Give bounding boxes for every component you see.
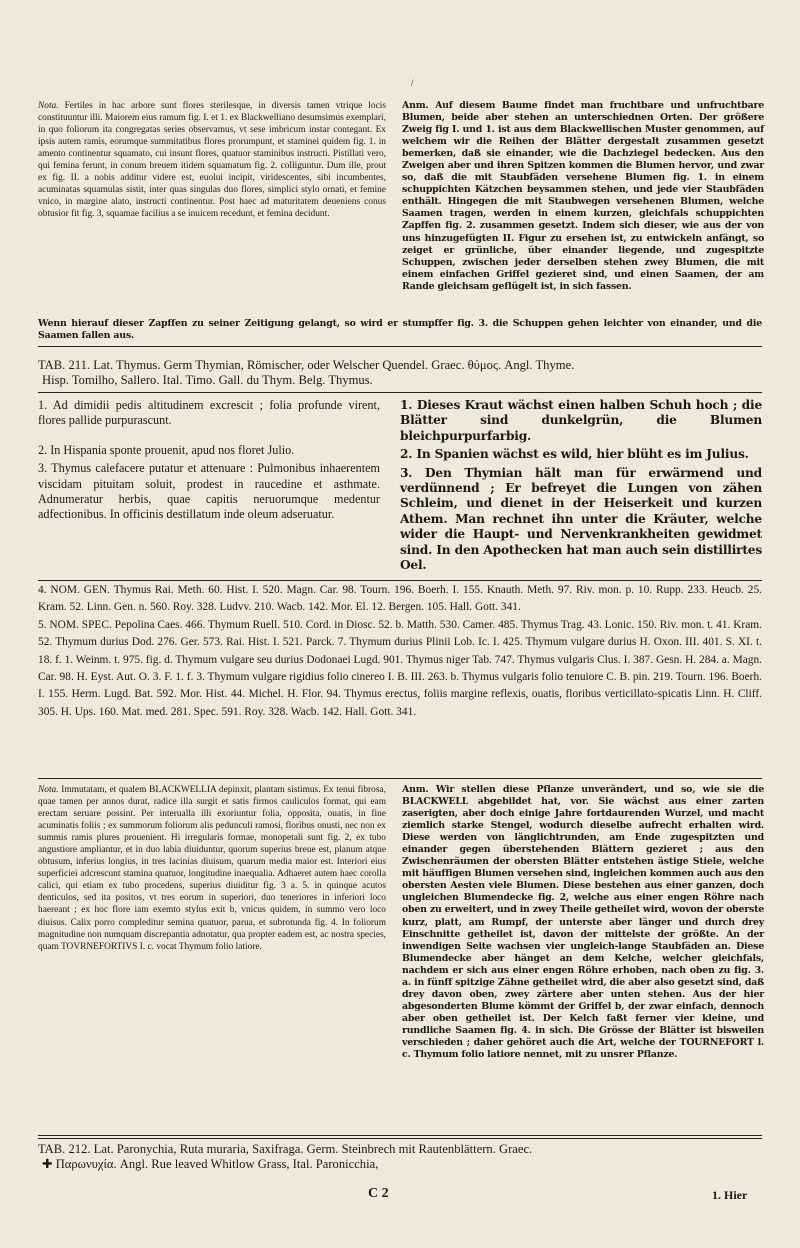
tab211-latin-items: [38, 398, 380, 526]
section1-latin-text: Fertiles in hac arbore sunt flores sterilesque, in diversis tamen vtrique locis constituuntur illi. Maiorem eius ramum fig. I. et 1. ex Blackwelliano desumsimus exemplari, in quo foliorum ita congregatas series observamus, vt sese imbricum instar contegant. Ex ipsis autem ramis, eorumque summitatibus flores prorumpunt, et staminei quidem fig. 1. in amento continentur squamato, cui insunt flores, quatuor staminibus instructi. Pistillati vero, qui femina ferunt, in conum breuem itidem squamatum fig. 2. colliguntur. Dum ille, prout ex fig. II. a nobis additur videre est, euolui incipit, viridescentes, sibi incumbentes, acuminatas squamulas sistit, inter quas singulas duo flores, simplici stylo ornati, et femine vnico, in margine alato, instructi continentur. Post haec ad maturitatem deueniens conus obtusior fit fig. 3, squamae facilius a se inuicem recedunt, et femina decidunt.: [38, 101, 387, 220]
tab211-nomenclature-rule: [38, 778, 762, 779]
tab211-items-rule: [38, 580, 762, 581]
tab211-heading-line1: TAB. 211. Lat. Thymus. Germ Thymian, Römischer, oder Welscher Quendel. Graec. θύμος. Angl. Thyme.: [38, 358, 575, 372]
section1-german-column: [402, 100, 764, 293]
section1-span-text: Wenn hierauf dieser Zapffen zu seiner Zeitigung gelangt, so wird er stumpffer fig. 3. die Schuppen gehen leichter von einander, und die Saamen fallen aus.: [38, 318, 762, 342]
german-item-3: 3. Den Thymian hält man für erwärmend und verdünnend ; Er befreyet die Lungen von zähen Schleim, und dienet in der Heiserkeit und kurzen Athem. Man rechnet ihn unter die Kräuter, welche wider die Haupt- und Nervenkrankheiten gewidmet sind. In den Apothecken hat man auch sein distillirtes Oel.: [400, 465, 762, 573]
tab212-heading-line1: TAB. 212. Lat. Paronychia, Ruta muraria, Saxifraga. Germ. Steinbrech mit Rautenblättern. Graec.: [38, 1142, 533, 1156]
tab211-heading: [38, 358, 762, 388]
tab211-nota-text: Immutatam, et qualem BLACKWELLIA depinxit, plantam sistimus. Ex tenui fibrosa, quae tamen per annos durat, radice illa surgit et satis firmos cauliculos format, qui eam erectam seruare possint. Per interualla illi exoriuntur folia, opposita, ouatis, in fine acuminatis foliis ; ex summorum foliorum alis pedunculi ramosi, floribus onusti, nec non ex summis ramis plures prouenient. Hi irregularis formae, monopetali sunt fig. 2, ex tubo angustiore ampliantur, et in duo labia diuiduntur, quorum superius breue est, planum atque obtusum, inferius longius, in tres lacinias diuisum, quarum media maior est. Interiori eius superficiei adcrescunt stamina quatuor, longitudine inaequalia. Adhaeret autem haec corolla calici, qui etiam ex tubo procedens, superius diuiditur fig. 3 a. 5. in quinque acutos denticulos, sed ita positos, vt tres eorum in superiori, duo teneriores in inferiori loco haereant ; ex hoc flore iam exemto stylus exit b, vnicus quidem, in summo vero loco diuisus. Calix porro compleditur semina quatuor, parua, et subrotunda fig. 4. In foliorum magnitudine non numquam discrepantia adnotatur, qua propter eadem est, ac nostra species, quam TOVRNEFORTIVS I. c. vocat Thymum folio latiore.: [38, 785, 387, 952]
german-item-1: 1. Dieses Kraut wächst einen halben Schuh hoch ; die Blätter sind dunkelgrün, die Blumen bleichpurpurfarbig.: [400, 398, 762, 443]
latin-item-2: 2. In Hispania sponte prouenit, apud nos floret Julio.: [38, 442, 295, 457]
section1-span-line: [38, 318, 762, 342]
tab212-heading: [38, 1142, 762, 1172]
tab211-nota-column: [38, 784, 386, 953]
tab211-heading-rule: [38, 392, 762, 393]
latin-item-1: 1. Ad dimidii pedis altitudinem excrescit ; folia profunde virent, flores pallide purpurascunt.: [38, 398, 380, 428]
tab211-nomenclature: [38, 582, 762, 721]
tab212-heading-line2: ✚ Παρωνυχία. Angl. Rue leaved Whitlow Grass, Ital. Paronicchia,: [42, 1157, 379, 1172]
section-divider-1: [38, 346, 762, 347]
latin-item-3: 3. Thymus calefacere putatur et attenuare : Pulmonibus inhaerentem viscidam pituitam soluit, prodest in raucedine et asthmate. Adnumeratur herbis, quae capitis neruorumque medentur adfectionibus. In officinis destillatum inde oleum adseruatur.: [38, 461, 380, 522]
nota-label: Nota.: [38, 101, 59, 111]
section1-german-text: Anm. Auf diesem Baume findet man fruchtbare und unfruchtbare Blumen, beide aber stehen an unterschiednen Orten. Der größere Zweig fig I. und 1. ist aus dem Blackwellischen Muster genommen, auf welchem wir die Reihen der Blätter dergestalt zusammen gesetzt bemerken, daß sie einander, wie die Dachziegel bedecken. Aus den Zweigen aber und ihren Spitzen kommen die Blumen hervor, und zwar so, daß die mit Staubfäden versehene Blumen fig. 1. in einem schuppichten Kätzchen beysammen stehen, und jede vier Staubfäden enthält. Hingegen die mit Staubwegen versehenen Blumen, welche Saamen tragen, werden in einem kurzen, gleichfals schuppichten Zapffen fig. 2. zusammen gesetzt. Indem sich dieser, wie aus der von uns hinzugefügten II. Figur zu ersehen ist, zu entwickeln anfängt, so zeiget er grünliche, über einander liegende, und zugespitzte Schuppen, zwischen jeder derselben stehen zwey Blumen, die mit einem einfachen Griffel gezieret sind, und einen Saamen, der am Rande gleichsam geflügelt ist, in sich fassen.: [402, 100, 764, 292]
nota-label-2: Nota.: [38, 785, 59, 795]
tab211-heading-line2: Hisp. Tomilho, Sallero. Ital. Timo. Gall. du Thym. Belg. Thymus.: [42, 373, 373, 388]
nom-spec: 5. NOM. SPEC. Pepolina Caes. 466. Thymum Ruell. 510. Cord. in Diosc. 52. b. Matth. 530. Camer. 485. Thymus Trag. 43. Lonic. 150. Riv. mon. t. 41. Kram. 52. Thymum durius Dod. 276. Ger. 573. Rai. Hist. I. 521. Parck. 7. Thymum durius Plinii Lob. Ic. I. 425. Thymum vulgare durius H. Oxon. III. 401. S. XI. t. 18. f. 1. Weinm. t. 975. fig. d. Thymum vulgare seu durius Dodonaei Lugd. 901. Thymus niger Tab. 747. Thymus vulgaris Clus. I. 387. Gesn. H. 284. a. Magn. Car. 98. H. Eyst. Aut. O. 3. F. 1. f. 3. Thymum vulgare rigidius folio cinereo I. B. III. 263. b. Thymus vulgaris folio tenuiore C. B. pin. 219. Tourn. 196. Boerh. I. 155. Herm. Lugd. Bat. 592. Mor. Hist. 44. Michel. H. Flor. 94. Thymus erectus, foliis margine reflexis, ouatis, floribus verticillato-spicatis Linn. H. Cliff. 305. H. Ups. 160. Mat. med. 281. Spec. 591. Roy. 328. Wacb. 142. Hall. Gott. 341.: [38, 618, 762, 718]
tab211-anm-text: Anm. Wir stellen diese Pflanze unverändert, und so, wie sie die BLACKWELL abgebildet hat, vor. Sie wächst aus einer zarten zaserigten, aber doch einige Jahre fortdaurenden Wurzel, und macht ziemlich starke Stengel, wodurch dieselbe aufrecht erhalten wird. Diese werden von länglichtrunden, am Ende zugespitzten und einander gegen überstehenden Blättern gezieret ; aus den Zwischenräumen der obersten Blätter entstehen ästige Stiele, welche mit häuffigen Blumen versehen sind, ingleichen kommen auch aus den obersten Aesten viele Blumen. Diese bestehen aus einer ganzen, doch ungleichen Blumendecke fig. 2, welche aus einer engen Röhre nach oben zu erweitert, und in zwey Theile getheilet wird, wovon der oberste kurz, platt, am Rumpf, der unterste aber länger und durch drey Einschnitte getheilet ist, davon der mittelste der größte. An der inwendigen Seite wachsen vier ungleich-lange Staubfäden an. Diese Blumendecke aber hänget an dem Kelche, welcher gleichfals, nachdem er sich aus einer engen Röhre erhoben, nach oben zu fig. 3. a. in fünff spitzige Zähne getheilet wird, die aber also gesetzt sind, daß drey davon oben, zwey zärtere aber unten stehen. Aus der hier abgesonderten Blume kömmt der Griffel b, der zwar einfach, dennoch aber oben getheilet ist. Der Kelch faßt ferner vier kleine, und rundliche Saamen fig. 4. in sich. Die Grösse der Blätter ist bisweilen verschieden ; daher gehöret auch die Art, welche der TOURNEFORT l. c. Thymum folio latiore nennet, mit zu unsrer Pflanze.: [402, 784, 764, 1061]
german-item-2: 2. In Spanien wächst es wild, hier blüht es im Julius.: [400, 447, 749, 462]
nom-gen: 4. NOM. GEN. Thymus Rai. Meth. 60. Hist. I. 520. Magn. Car. 98. Tourn. 196. Boerh. I. 155. Knauth. Meth. 97. Riv. mon. p. 10. Rupp. 233. Heucb. 25. Kram. 52. Linn. Gen. n. 560. Roy. 328. Ludvv. 210. Wacb. 142. Mor. El. 12. Bergen. 105. Hall. Gott. 341.: [38, 584, 762, 614]
top-mark: /: [411, 78, 414, 88]
tab211-anm-column: [402, 784, 764, 1061]
section1-latin-column: [38, 100, 386, 220]
signature-mark: C 2: [368, 1186, 389, 1201]
tab211-german-items: [400, 398, 762, 576]
section-divider-2: [38, 1135, 762, 1139]
catchword: 1. Hier: [712, 1188, 748, 1202]
